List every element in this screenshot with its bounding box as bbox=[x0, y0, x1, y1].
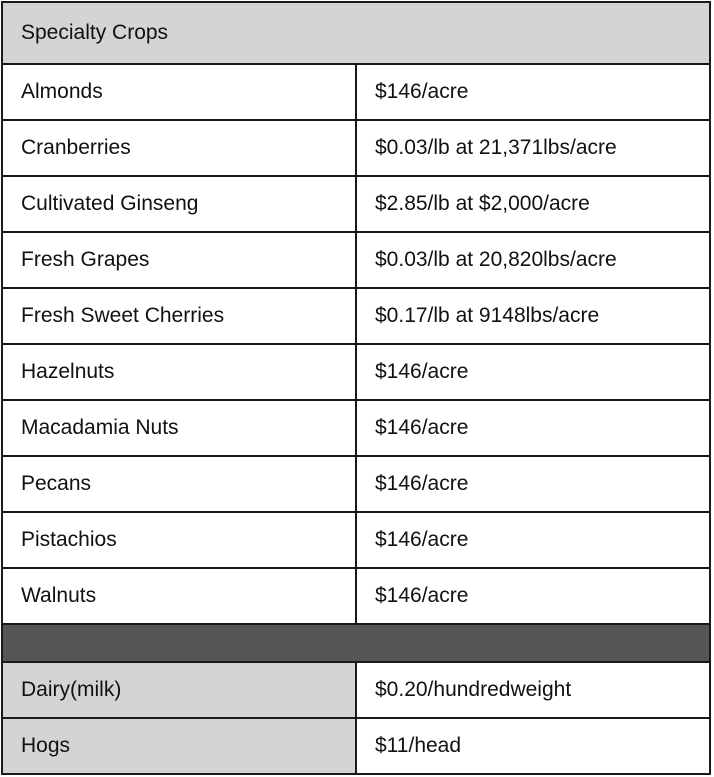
table-row bbox=[2, 64, 710, 120]
livestock-name: Hogs bbox=[2, 718, 356, 774]
crop-name: Walnuts bbox=[2, 568, 356, 624]
table-row bbox=[2, 568, 710, 624]
crop-name: Macadamia Nuts bbox=[2, 400, 356, 456]
crop-rate: $146/acre bbox=[356, 400, 710, 456]
crop-name: Cranberries bbox=[2, 120, 356, 176]
crop-rate: $0.03/lb at 20,820lbs/acre bbox=[356, 232, 710, 288]
table-row bbox=[2, 456, 710, 512]
table-row bbox=[2, 400, 710, 456]
crop-rate: $0.17/lb at 9148lbs/acre bbox=[356, 288, 710, 344]
table-row bbox=[2, 232, 710, 288]
crop-rate: $146/acre bbox=[356, 456, 710, 512]
table-row bbox=[2, 120, 710, 176]
livestock-rate: $0.20/hundredweight bbox=[356, 662, 710, 718]
table-row bbox=[2, 288, 710, 344]
crop-rate: $146/acre bbox=[356, 512, 710, 568]
livestock-rate: $11/head bbox=[356, 718, 710, 774]
crop-name: Cultivated Ginseng bbox=[2, 176, 356, 232]
crop-rate: $146/acre bbox=[356, 344, 710, 400]
crop-name: Almonds bbox=[2, 64, 356, 120]
crop-name: Pistachios bbox=[2, 512, 356, 568]
section-header-specialty-crops: Specialty Crops bbox=[2, 2, 710, 64]
table-row bbox=[2, 344, 710, 400]
crop-rate: $146/acre bbox=[356, 568, 710, 624]
section-separator-row bbox=[2, 624, 710, 662]
crop-rate: $146/acre bbox=[356, 64, 710, 120]
crop-name: Fresh Grapes bbox=[2, 232, 356, 288]
table-row bbox=[2, 718, 710, 774]
livestock-name: Dairy(milk) bbox=[2, 662, 356, 718]
crop-name: Hazelnuts bbox=[2, 344, 356, 400]
section-header-row bbox=[2, 2, 710, 64]
section-separator-bar bbox=[2, 624, 710, 662]
table-row bbox=[2, 512, 710, 568]
payment-rates-table-wrapper bbox=[1, 1, 711, 775]
crop-rate: $2.85/lb at $2,000/acre bbox=[356, 176, 710, 232]
table-row bbox=[2, 176, 710, 232]
crop-name: Pecans bbox=[2, 456, 356, 512]
payment-rates-table bbox=[1, 1, 711, 775]
crop-name: Fresh Sweet Cherries bbox=[2, 288, 356, 344]
table-row bbox=[2, 662, 710, 718]
crop-rate: $0.03/lb at 21,371lbs/acre bbox=[356, 120, 710, 176]
